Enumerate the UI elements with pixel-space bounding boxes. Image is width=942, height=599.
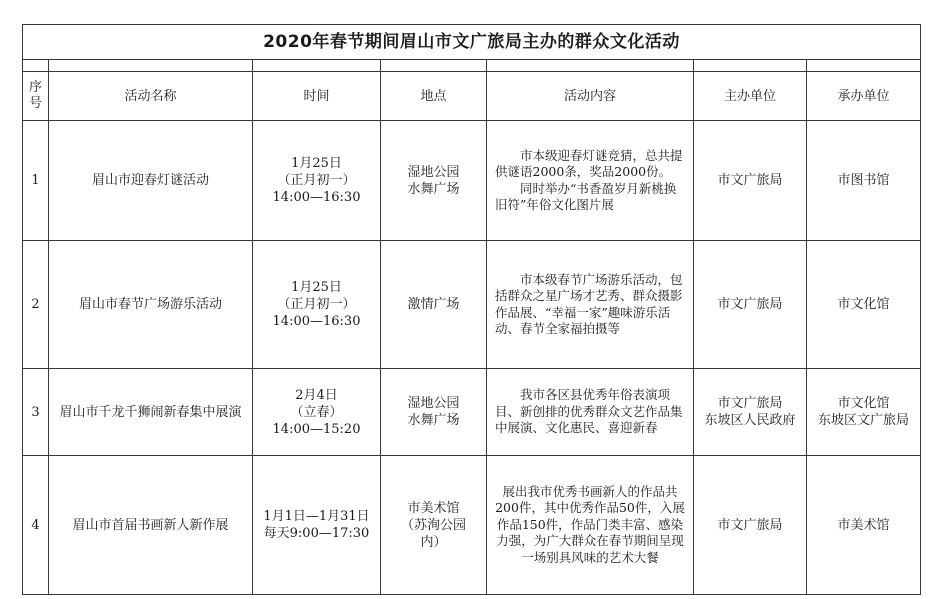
- header-time: 时间: [253, 72, 381, 121]
- row-seq: 4: [23, 456, 49, 595]
- row-activity-name: 眉山市春节广场游乐活动: [49, 241, 253, 369]
- content-paragraph: 市本级迎春灯谜竞猜，总共提供谜语2000条，奖品2000份。: [495, 147, 683, 179]
- location-line: 激情广场: [407, 297, 460, 312]
- header-organizer: 承办单位: [807, 72, 921, 121]
- time-line: 14:00—16:30: [272, 314, 361, 329]
- header-host: 主办单位: [694, 72, 807, 121]
- time-line: 每天9:00—17:30: [263, 526, 370, 541]
- host-line: 东坡区人民政府: [704, 413, 796, 428]
- time-line: 1月1日—1月31日: [263, 509, 370, 524]
- row-time: [253, 241, 381, 369]
- spacer-cell: [694, 60, 807, 72]
- row-seq: 1: [23, 121, 49, 241]
- activity-table: [22, 24, 921, 595]
- time-line: （立春）: [290, 404, 343, 420]
- host-line: 市文广旅局: [717, 517, 783, 533]
- row-location: [381, 456, 487, 595]
- content-paragraph: 展出我市优秀书画新人的作品共200件，其中优秀作品50件，入展作品150件，作品门类丰富、感染力强，为广大群众在春节期间呈现一场别具风味的艺术大餐: [495, 483, 685, 565]
- row-content: [487, 241, 694, 369]
- row-activity-name: 眉山市首届书画新人新作展: [49, 456, 253, 595]
- location-line: 水舞广场: [407, 413, 460, 428]
- location-line: 湿地公园: [407, 164, 460, 180]
- header-location: 地点: [381, 72, 487, 121]
- organizer-line: 市美术馆: [837, 517, 890, 533]
- row-host: [694, 121, 807, 241]
- header-content: 活动内容: [487, 72, 694, 121]
- row-seq: 3: [23, 369, 49, 456]
- row-organizer: [807, 369, 921, 456]
- header-seq-line2: 号: [28, 96, 42, 111]
- organizer-line: 市图书馆: [837, 173, 890, 188]
- host-line: 市文广旅局: [717, 396, 783, 411]
- table-row: [23, 369, 921, 456]
- row-organizer: [807, 121, 921, 241]
- time-line: 2月4日: [295, 387, 338, 403]
- time-line: （正月初一）: [277, 297, 356, 312]
- location-line: （苏洵公园: [400, 517, 466, 533]
- time-line: 14:00—15:20: [272, 421, 361, 437]
- content-paragraph: 市本级春节广场游乐活动，包括群众之星广场才艺秀、群众摄影作品展、“幸福一家”趣味游乐活动、春节全家福拍摄等: [495, 271, 683, 336]
- content-paragraph: 我市各区县优秀年俗表演项目、新创排的优秀群众文艺作品集中展演、文化惠民、喜迎新春: [495, 387, 683, 436]
- time-line: （正月初一）: [277, 173, 356, 188]
- location-line: 水舞广场: [407, 181, 460, 197]
- row-content: [487, 121, 694, 241]
- row-location: [381, 121, 487, 241]
- row-time: [253, 456, 381, 595]
- row-activity-name: 眉山市千龙千狮闹新春集中展演: [49, 369, 253, 456]
- organizer-line: 市文化馆: [837, 396, 890, 411]
- organizer-line: 市文化馆: [837, 297, 890, 312]
- organizer-line: 东坡区文广旅局: [818, 413, 910, 428]
- header-name: 活动名称: [49, 72, 253, 121]
- spacer-cell: [381, 60, 487, 72]
- spacer-cell: [253, 60, 381, 72]
- row-location: [381, 369, 487, 456]
- location-line: 内）: [420, 534, 447, 550]
- row-organizer: [807, 241, 921, 369]
- spacer-cell: [23, 60, 49, 72]
- header-seq: [23, 72, 49, 121]
- header-seq-line1: 序: [28, 80, 42, 95]
- row-location: [381, 241, 487, 369]
- row-time: [253, 369, 381, 456]
- spacer-cell: [487, 60, 694, 72]
- header-row: [23, 72, 921, 121]
- location-line: 市美术馆: [407, 500, 460, 516]
- row-content: [487, 369, 694, 456]
- row-host: [694, 241, 807, 369]
- row-organizer: [807, 456, 921, 595]
- time-line: 1月25日: [291, 156, 342, 171]
- time-line: 14:00—16:30: [272, 190, 361, 205]
- host-line: 市文广旅局: [717, 297, 783, 312]
- row-time: [253, 121, 381, 241]
- location-line: 湿地公园: [407, 396, 460, 411]
- content-paragraph: 同时举办“书香盈岁月新桃换旧符”年俗文化图片展: [495, 180, 677, 212]
- row-activity-name: 眉山市迎春灯谜活动: [49, 121, 253, 241]
- row-seq: 2: [23, 241, 49, 369]
- table-row: [23, 241, 921, 369]
- table-row: [23, 456, 921, 595]
- host-line: 市文广旅局: [717, 173, 783, 188]
- row-host: [694, 456, 807, 595]
- spacer-cell: [49, 60, 253, 72]
- activity-table-sheet: [22, 24, 920, 584]
- table-title: 2020年春节期间眉山市文广旅局主办的群众文化活动: [23, 25, 921, 60]
- row-content: [487, 456, 694, 595]
- time-line: 1月25日: [291, 280, 342, 295]
- table-row: [23, 121, 921, 241]
- spacer-cell: [807, 60, 921, 72]
- row-host: [694, 369, 807, 456]
